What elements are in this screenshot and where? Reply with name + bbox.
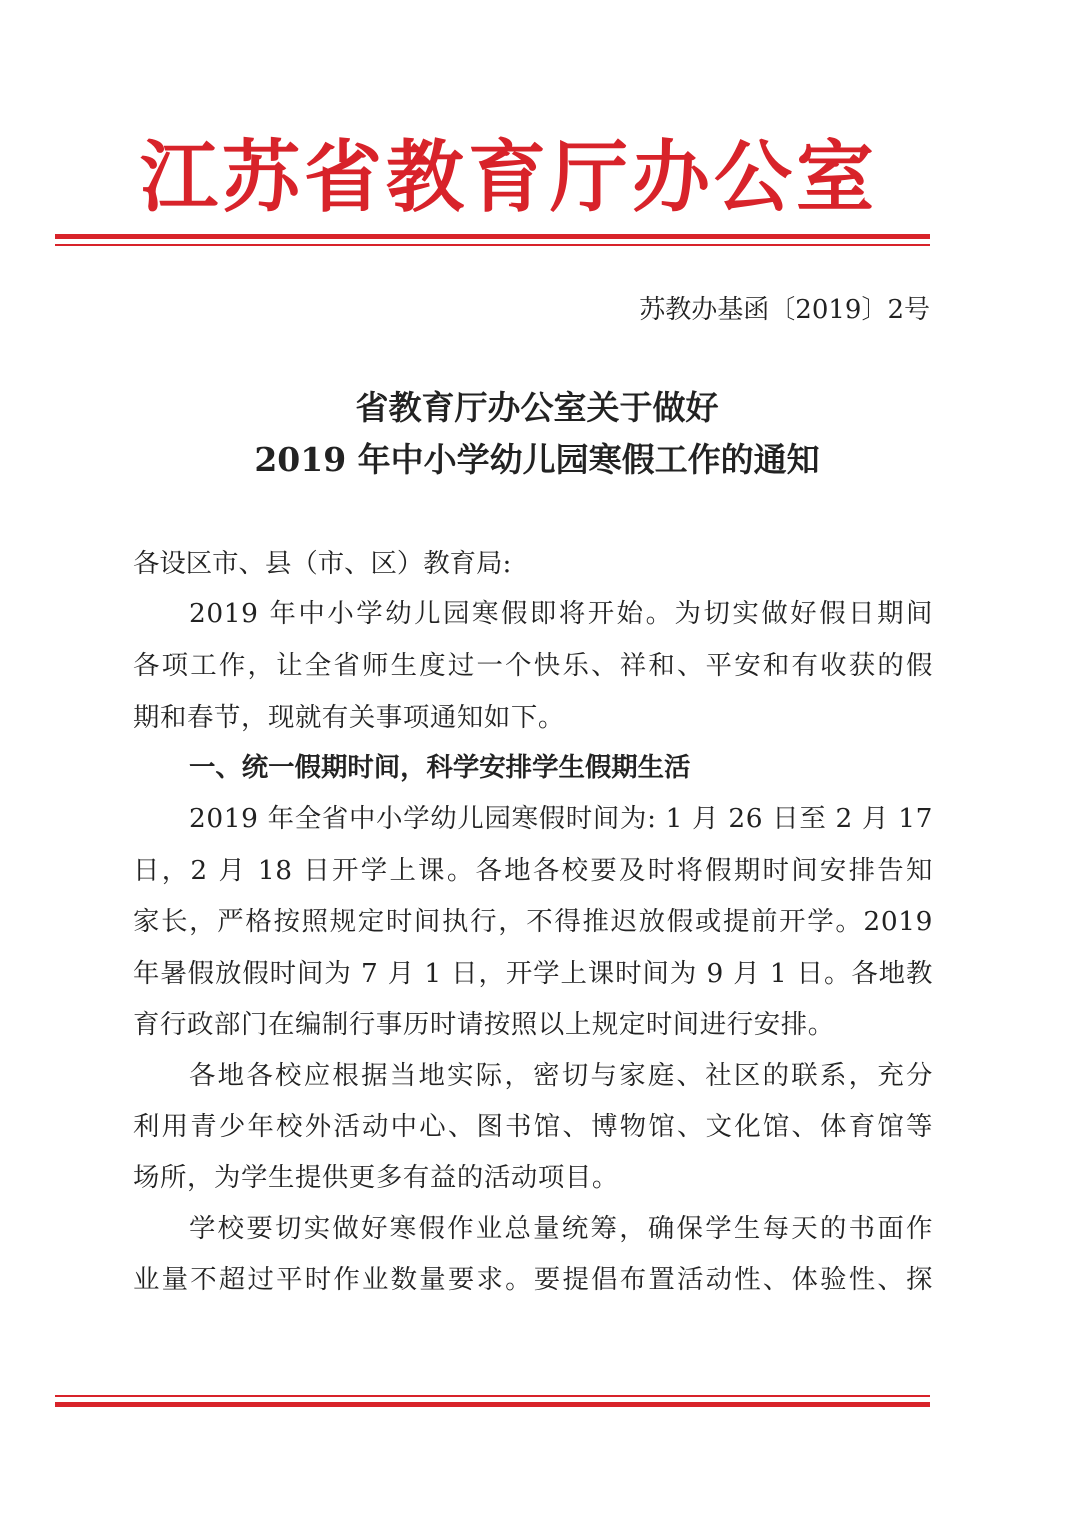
- paragraph-2-line-2: 日，2 月 18 日开学上课。各地各校要及时将假期时间安排告知: [133, 855, 933, 886]
- footer-rule-thin: [55, 1395, 930, 1397]
- document-title-line-1: 省教育厅办公室关于做好: [355, 388, 719, 427]
- salutation: 各设区市、县（市、区）教育局:: [133, 548, 512, 579]
- header-rule-thick: [55, 234, 930, 239]
- header-rule-thin: [55, 244, 930, 246]
- paragraph-2-line-4: 年暑假放假时间为 7 月 1 日，开学上课时间为 9 月 1 日。各地教: [133, 958, 933, 989]
- paragraph-2-line-1: 2019 年全省中小学幼儿园寒假时间为: 1 月 26 日至 2 月 17: [189, 803, 933, 834]
- paragraph-2-line-3: 家长，严格按照规定时间执行，不得推迟放假或提前开学。2019: [133, 906, 933, 937]
- paragraph-3-line-2: 利用青少年校外活动中心、图书馆、博物馆、文化馆、体育馆等: [133, 1111, 933, 1142]
- paragraph-1-line-1: 2019 年中小学幼儿园寒假即将开始。为切实做好假日期间: [189, 598, 933, 629]
- paragraph-3-line-3: 场所，为学生提供更多有益的活动项目。: [133, 1162, 619, 1193]
- document-title-line-2: 2019 年中小学幼儿园寒假工作的通知: [254, 440, 820, 479]
- paragraph-4-line-1: 学校要切实做好寒假作业总量统筹，确保学生每天的书面作: [189, 1213, 933, 1244]
- paragraph-2-line-5: 育行政部门在编制行事历时请按照以上规定时间进行安排。: [133, 1009, 835, 1040]
- agency-masthead: 江苏省教育厅办公室: [140, 132, 879, 223]
- paragraph-4-line-2: 业量不超过平时作业数量要求。要提倡布置活动性、体验性、探: [133, 1264, 933, 1295]
- paragraph-1-line-2: 各项工作，让全省师生度过一个快乐、祥和、平安和有收获的假: [133, 650, 933, 681]
- paragraph-3-line-1: 各地各校应根据当地实际，密切与家庭、社区的联系，充分: [189, 1060, 933, 1091]
- document-number: 苏教办基函〔2019〕2号: [639, 295, 930, 325]
- paragraph-1-line-3: 期和春节，现就有关事项通知如下。: [133, 702, 565, 733]
- footer-rule-thick: [55, 1402, 930, 1407]
- section-1-heading: 一、统一假期时间，科学安排学生假期生活: [189, 752, 691, 783]
